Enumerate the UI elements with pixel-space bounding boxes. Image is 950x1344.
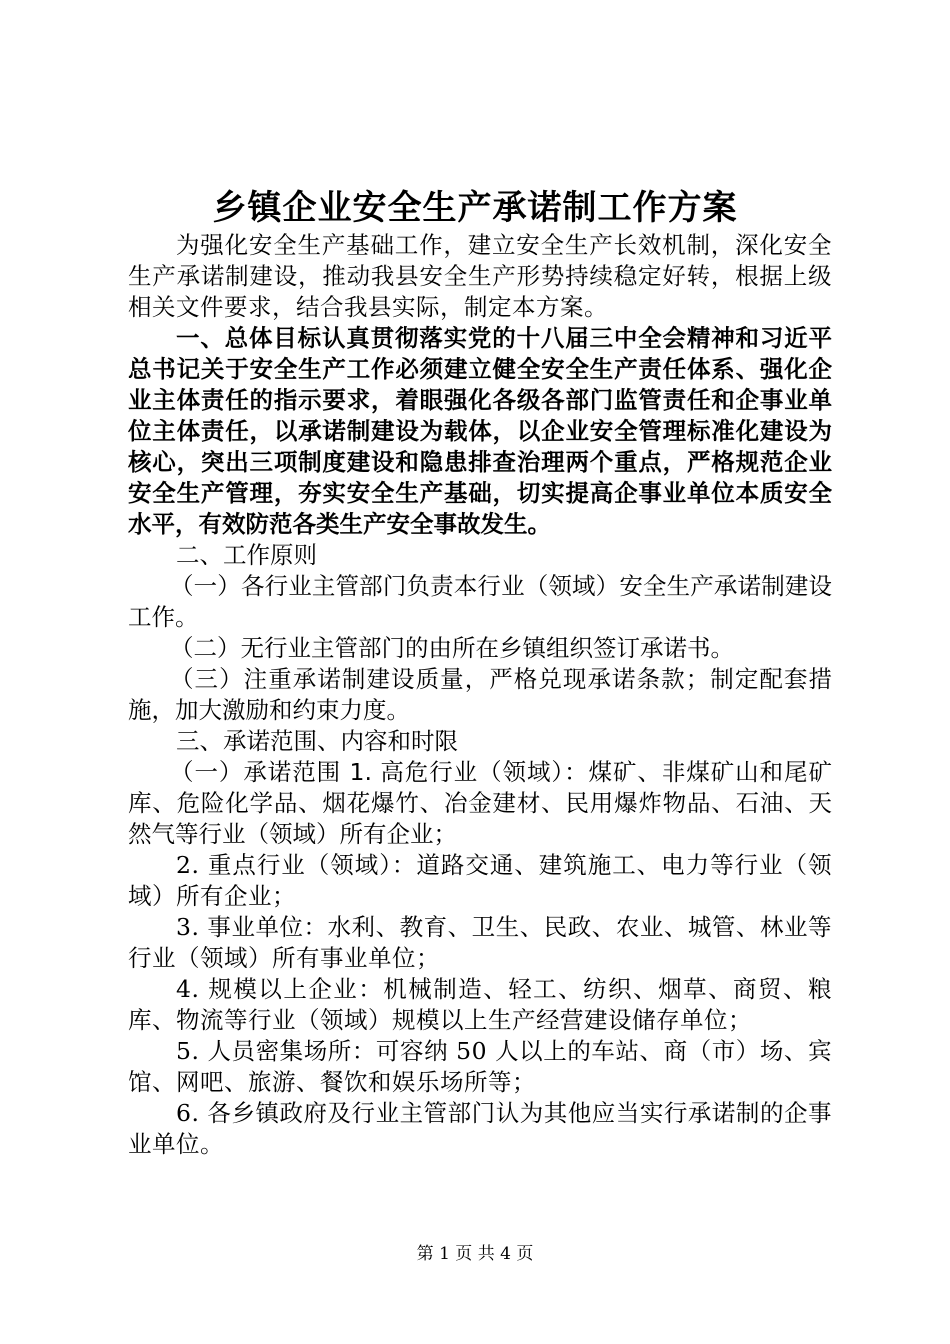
scope-item-1: （一）承诺范围 1. 高危行业（领域）：煤矿、非煤矿山和尾矿库、危险化学品、烟花爆竹、冶金建材、民用爆炸物品、石油、天然气等行业（领域）所有企业；	[128, 758, 832, 848]
scope-item-5: 5. 人员密集场所：可容纳 50 人以上的车站、商（市）场、宾馆、网吧、旅游、餐饮和娱乐场所等；	[128, 1037, 832, 1096]
scope-item-4: 4. 规模以上企业：机械制造、轻工、纺织、烟草、商贸、粮库、物流等行业（领域）规模以上生产经营建设储存单位；	[128, 975, 832, 1034]
principle-item-2: （二）无行业主管部门的由所在乡镇组织签订承诺书。	[170, 634, 734, 662]
section-overall-goal: 一、总体目标认真贯彻落实党的十八届三中全会精神和习近平总书记关于安全生产工作必须建立健全安全生产责任体系、强化企业主体责任的指示要求，着眼强化各级各部门监管责任和企事业单位主体责任，以承诺制建设为载体，以企业安全管理标准化建设为核心，突出三项制度建设和隐患排查治理两个重点，严格规范企业安全生产管理，夯实安全生产基础，切实提高企事业单位本质安全水平，有效防范各类生产安全事故发生。	[128, 324, 832, 538]
document-title: 乡镇企业安全生产承诺制工作方案	[212, 188, 738, 228]
section-heading-principles: 二、工作原则	[176, 541, 317, 569]
intro-paragraph: 为强化安全生产基础工作，建立安全生产长效机制，深化安全生产承诺制建设，推动我县安全生产形势持续稳定好转，根据上级相关文件要求，结合我县实际，制定本方案。	[128, 231, 832, 321]
document-body	[128, 230, 832, 1160]
scope-item-2: 2. 重点行业（领域）：道路交通、建筑施工、电力等行业（领域）所有企业；	[128, 851, 832, 910]
scope-item-3: 3. 事业单位：水利、教育、卫生、民政、农业、城管、林业等行业（领域）所有事业单位；	[128, 913, 832, 972]
section-heading-scope: 三、承诺范围、内容和时限	[176, 727, 458, 755]
scope-item-6: 6. 各乡镇政府及行业主管部门认为其他应当实行承诺制的企事业单位。	[128, 1099, 832, 1158]
principle-item-3: （三）注重承诺制建设质量，严格兑现承诺条款；制定配套措施，加大激励和约束力度。	[128, 665, 832, 724]
principle-item-1: （一）各行业主管部门负责本行业（领域）安全生产承诺制建设工作。	[128, 572, 832, 631]
page-footer: 第 1 页 共 4 页	[416, 1244, 534, 1264]
